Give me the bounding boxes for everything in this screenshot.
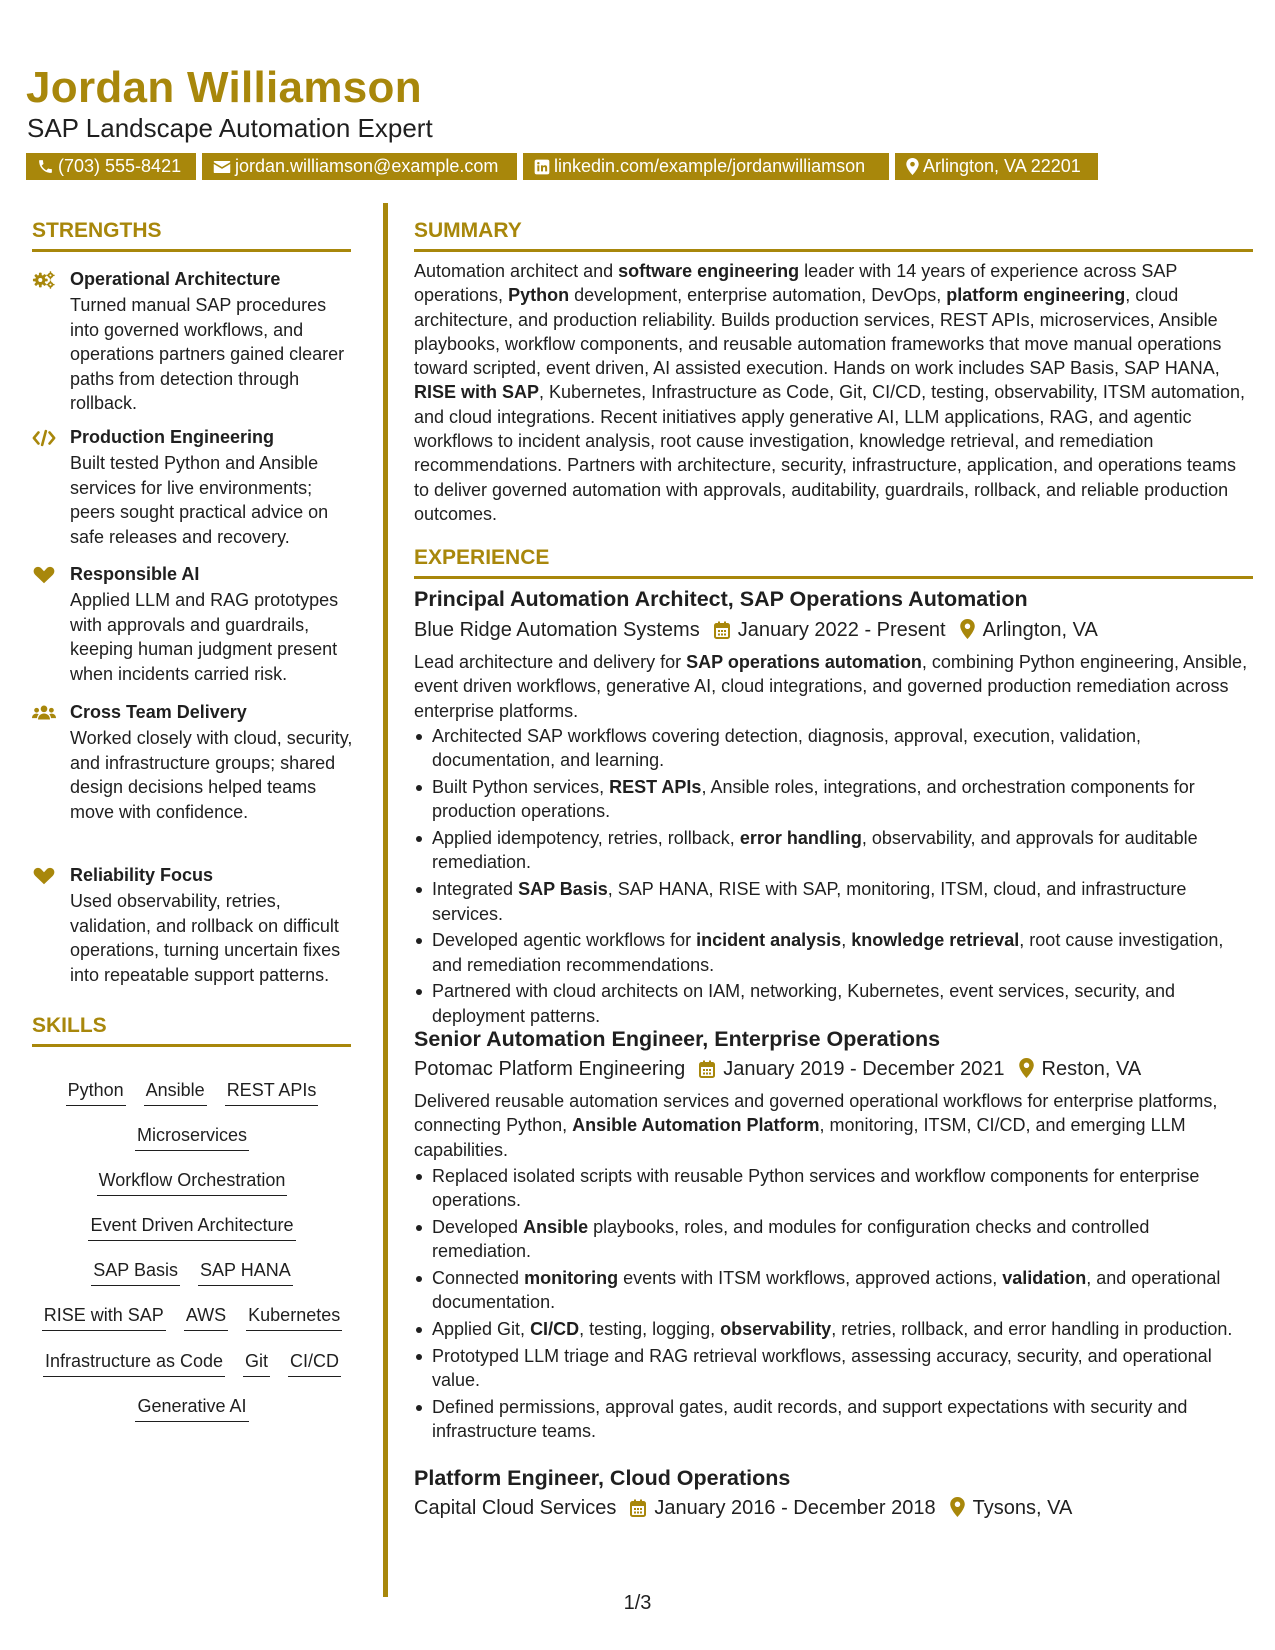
job-bullets xyxy=(414,1164,1249,1446)
job-bullet: Applied Git, CI/CD, testing, logging, observability, retries, rollback, and error handling in production. xyxy=(414,1317,1249,1341)
job-company: Capital Cloud Services xyxy=(414,1497,617,1519)
job-dates: January 2019 - December 2021 xyxy=(723,1058,1005,1080)
job-location: Arlington, VA xyxy=(982,619,1098,641)
contact-email[interactable] xyxy=(202,153,517,180)
strength-desc: Worked closely with cloud, security, and infrastructure groups; shared design decisions helped teams move with confidence. xyxy=(70,728,353,822)
skill-tag: Python xyxy=(66,1078,126,1106)
envelope-icon xyxy=(213,159,231,175)
bold-keyword: error handling xyxy=(739,828,862,849)
location-pin-icon xyxy=(950,1497,965,1517)
skill-tag: AWS xyxy=(184,1303,228,1331)
job-description: Lead architecture and delivery for SAP operations automation, combining Python engineering, Ansible, event driven workflows, generative AI, cloud integrations, and governed production remediation across enterprise platforms. xyxy=(414,652,1248,721)
skill-tag: SAP HANA xyxy=(198,1258,293,1286)
calendar-icon xyxy=(699,1060,715,1078)
contact-email-text: jordan.williamson@example.com xyxy=(235,156,499,176)
gears-icon xyxy=(32,270,56,290)
job-title: Senior Automation Engineer, Enterprise Operations xyxy=(414,1027,941,1051)
contact-linkedin-text: linkedin.com/example/jordanwilliamson xyxy=(554,156,866,176)
skill-row xyxy=(32,1213,352,1243)
job-bullet: Developed agentic workflows for incident analysis, knowledge retrieval, root cause investigation, and remediation recommendations. xyxy=(414,928,1249,977)
job-bullet: Prototyped LLM triage and RAG retrieval workflows, assessing accuracy, security, and operational value. xyxy=(414,1344,1249,1393)
contact-location-text: Arlington, VA 22201 xyxy=(923,156,1081,176)
job-bullet: Connected monitoring events with ITSM workflows, approved actions, validation, and operational documentation. xyxy=(414,1266,1249,1315)
skill-tag: Event Driven Architecture xyxy=(88,1213,295,1241)
contact-location[interactable] xyxy=(895,153,1098,180)
skill-tag: Git xyxy=(243,1349,270,1377)
bold-keyword: software engineering xyxy=(618,261,800,281)
job-bullet: Partnered with cloud architects on IAM, networking, Kubernetes, event services, security, and deployment patterns. xyxy=(414,979,1249,1028)
skill-row xyxy=(32,1078,352,1108)
phone-icon xyxy=(37,158,54,175)
skills-heading: SKILLS xyxy=(32,1014,107,1037)
skill-tag: SAP Basis xyxy=(91,1258,180,1286)
bold-keyword: REST APIs xyxy=(609,777,702,798)
skill-tag: Workflow Orchestration xyxy=(97,1168,288,1196)
candidate-role: SAP Landscape Automation Expert xyxy=(27,113,433,143)
heart-icon xyxy=(32,866,56,886)
bold-keyword: observability xyxy=(720,1319,832,1340)
bold-keyword: validation xyxy=(1002,1268,1087,1289)
job-bullet: Architected SAP workflows covering detection, diagnosis, approval, execution, validation, documentation, and learning. xyxy=(414,724,1249,773)
job-location: Reston, VA xyxy=(1041,1058,1142,1080)
skill-row xyxy=(32,1394,352,1424)
job-bullet: Replaced isolated scripts with reusable Python services and workflow components for enterprise operations. xyxy=(414,1164,1249,1213)
job-dates: January 2022 - Present xyxy=(737,619,946,641)
skill-row xyxy=(32,1258,352,1288)
job-meta xyxy=(414,617,1098,643)
heart-icon xyxy=(32,565,56,585)
bold-keyword: Python xyxy=(508,285,570,306)
job-company: Blue Ridge Automation Systems xyxy=(414,619,700,641)
users-icon xyxy=(32,703,56,723)
code-icon xyxy=(32,428,56,448)
skill-row xyxy=(32,1123,352,1153)
bold-keyword: Ansible xyxy=(523,1217,589,1238)
bold-keyword: monitoring xyxy=(524,1268,619,1289)
page-number: 1/3 xyxy=(623,1592,652,1614)
job-bullet: Applied idempotency, retries, rollback, error handling, observability, and approvals for auditable remediation. xyxy=(414,826,1249,875)
skill-tag: Kubernetes xyxy=(246,1303,342,1331)
job-description: Delivered reusable automation services and governed operational workflows for enterprise platforms, connecting Python, Ansible Automation Platform, monitoring, ITSM, CI/CD, and emerging LLM capabilities. xyxy=(414,1091,1218,1160)
location-pin-icon xyxy=(1019,1058,1034,1078)
skill-tag: Ansible xyxy=(144,1078,207,1106)
strength-desc: Applied LLM and RAG prototypes with approvals and guardrails, keeping human judgment present when incidents carried risk. xyxy=(70,590,339,684)
strength-desc: Turned manual SAP procedures into governed workflows, and operations partners gained clearer paths from detection through rollback. xyxy=(70,295,345,413)
strength-desc: Built tested Python and Ansible services for live environments; peers sought practical advice on safe releases and recovery. xyxy=(70,453,329,547)
contact-phone[interactable] xyxy=(26,153,196,180)
skills-rule xyxy=(32,1044,351,1047)
bold-keyword: knowledge retrieval xyxy=(851,930,1020,951)
job-bullet: Defined permissions, approval gates, audit records, and support expectations with security and infrastructure teams. xyxy=(414,1395,1249,1444)
strength-desc: Used observability, retries, validation, and rollback on difficult operations, turning uncertain fixes into repeatable support patterns. xyxy=(70,891,341,985)
calendar-icon xyxy=(630,1499,646,1517)
bold-keyword: CI/CD xyxy=(530,1319,580,1340)
linkedin-icon xyxy=(534,159,550,175)
strength-title: Operational Architecture xyxy=(70,269,281,289)
job-meta xyxy=(414,1056,1141,1082)
skill-row xyxy=(32,1303,352,1333)
job-bullet: Developed Ansible playbooks, roles, and modules for configuration checks and controlled remediation. xyxy=(414,1215,1249,1264)
candidate-name: Jordan Williamson xyxy=(26,63,422,112)
bold-keyword: RISE with SAP xyxy=(414,382,540,403)
location-pin-icon xyxy=(906,158,919,175)
bold-keyword: SAP operations automation xyxy=(686,652,922,672)
skill-tag: REST APIs xyxy=(225,1078,319,1106)
job-bullet: Built Python services, REST APIs, Ansible roles, integrations, and orchestration components for production operations. xyxy=(414,775,1249,824)
job-location: Tysons, VA xyxy=(972,1497,1073,1519)
bold-keyword: platform engineering xyxy=(946,285,1126,306)
strength-title: Responsible AI xyxy=(70,564,200,584)
calendar-icon xyxy=(714,621,730,639)
job-bullets xyxy=(414,724,1249,1031)
strengths-heading: STRENGTHS xyxy=(32,219,162,242)
strength-title: Reliability Focus xyxy=(70,865,214,885)
strengths-rule xyxy=(32,249,351,252)
skill-tag: Generative AI xyxy=(135,1394,248,1422)
experience-rule xyxy=(414,576,1253,579)
location-pin-icon xyxy=(960,619,975,639)
job-bullet: Integrated SAP Basis, SAP HANA, RISE with SAP, monitoring, ITSM, cloud, and infrastructure services. xyxy=(414,877,1249,926)
skill-row xyxy=(32,1349,352,1379)
bold-keyword: incident analysis xyxy=(696,930,842,951)
summary-heading: SUMMARY xyxy=(414,219,522,242)
strength-title: Cross Team Delivery xyxy=(70,702,247,722)
bold-keyword: SAP Basis xyxy=(518,879,608,900)
job-dates: January 2016 - December 2018 xyxy=(654,1497,936,1519)
job-company: Potomac Platform Engineering xyxy=(414,1058,686,1080)
bold-keyword: Ansible Automation Platform xyxy=(572,1115,820,1136)
job-title: Principal Automation Architect, SAP Operations Automation xyxy=(414,587,1028,611)
job-meta xyxy=(414,1495,1072,1521)
skill-row xyxy=(32,1168,352,1198)
summary-text: Automation architect and software engineering leader with 14 years of experience across SAP operations, Python development, enterprise automation, DevOps, platform engineering, cloud architecture, and production reliability. Builds production services, REST APIs, microservices, Ansible playbooks, workflow components, and reusable automation frameworks that move manual operations toward scripted, event driven, AI assisted execution. Hands on work includes SAP Basis, SAP HANA, RISE with SAP, Kubernetes, Infrastructure as Code, Git, CI/CD, testing, observability, ITSM automation, and cloud integrations. Recent initiatives apply generative AI, LLM applications, RAG, and agentic workflows to incident analysis, root cause investigation, knowledge retrieval, and remediation recommendations. Partners with architecture, security, infrastructure, application, and operations teams to deliver governed automation with approvals, auditability, guardrails, rollback, and reliable production outcomes. xyxy=(414,261,1245,524)
contact-phone-text: (703) 555-8421 xyxy=(58,156,182,176)
column-divider xyxy=(383,203,388,1597)
experience-heading: EXPERIENCE xyxy=(414,546,550,569)
skill-tag: RISE with SAP xyxy=(42,1303,166,1331)
skill-tag: Microservices xyxy=(135,1123,249,1151)
skill-tag: CI/CD xyxy=(288,1349,341,1377)
job-title: Platform Engineer, Cloud Operations xyxy=(414,1466,791,1490)
strength-title: Production Engineering xyxy=(70,427,275,447)
skill-tag: Infrastructure as Code xyxy=(43,1349,225,1377)
summary-rule xyxy=(414,249,1253,252)
contact-linkedin[interactable] xyxy=(523,153,889,180)
